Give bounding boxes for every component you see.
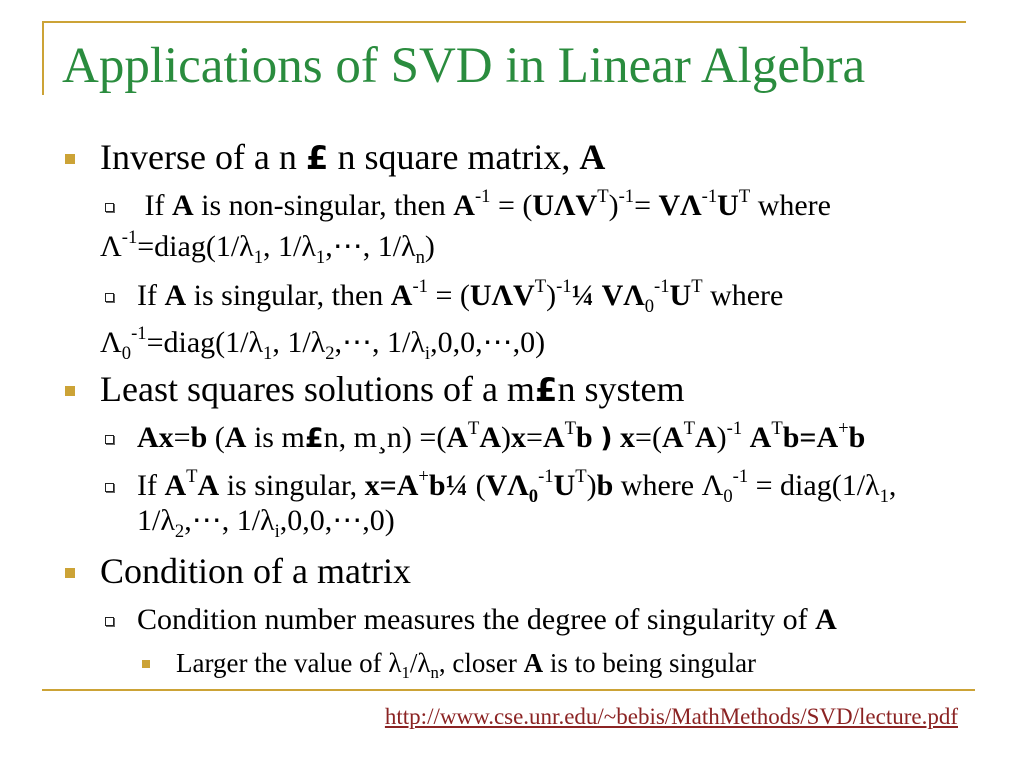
text-run: ,0,0,⋯,0) — [279, 504, 395, 537]
text-run: UΛV — [532, 189, 598, 222]
text-run: A — [479, 421, 502, 454]
superscript-text: -1 — [618, 185, 635, 207]
bullet-text — [137, 275, 784, 317]
text-run: A — [815, 603, 837, 636]
square-bullet-icon — [65, 568, 75, 578]
text-run: VΛ — [485, 469, 529, 502]
slide-title: Applications of SVD in Linear Algebra — [62, 38, 866, 94]
text-run: A — [749, 421, 772, 454]
text-run: Condition number measures the degree of singularity of — [137, 603, 816, 636]
level3-bullet-item — [0, 647, 1024, 682]
text-run: A — [542, 421, 565, 454]
source-link[interactable]: http://www.cse.unr.edu/~bebis/MathMethods/SVD/lecture.pdf — [384, 704, 958, 729]
subscript-text: 1 — [315, 246, 326, 268]
text-run: Condition of a matrix — [100, 551, 411, 591]
text-run: = diag(1/λ — [748, 469, 880, 502]
hollow-square-bullet-icon — [105, 617, 114, 626]
square-bullet-icon — [65, 154, 75, 164]
text-run: ¼ — [571, 279, 595, 312]
subscript-text: 1 — [253, 246, 264, 268]
bullet-text — [100, 550, 411, 593]
text-run: is singular, then — [186, 279, 391, 312]
hollow-square-bullet-icon — [105, 435, 114, 444]
text-run: A — [661, 421, 684, 454]
text-run: A — [579, 137, 606, 177]
hollow-square-bullet-icon — [105, 483, 114, 492]
text-run: = — [526, 421, 543, 454]
superscript-text: T — [564, 417, 576, 439]
text-run: , — [888, 469, 897, 502]
text-run: x — [620, 421, 636, 454]
text-run: , 1/λ — [272, 326, 326, 359]
level1-bullet-item — [0, 368, 1024, 411]
bullet-text — [137, 417, 866, 456]
level2-bullet-item — [0, 417, 1024, 456]
hollow-square-bullet-icon — [105, 293, 114, 302]
subscript-text: 1 — [263, 342, 273, 364]
text-run: ) — [546, 279, 557, 312]
equation-text — [100, 322, 546, 364]
text-run: = ( — [427, 279, 470, 312]
level2-bullet-item — [0, 465, 1024, 507]
bullet-text — [100, 368, 684, 411]
text-run: n, m¸n) =( — [323, 421, 447, 454]
text-run: is singular, — [219, 469, 365, 502]
text-run: is non-singular, then — [193, 189, 454, 222]
text-run: Λ — [100, 230, 122, 263]
text-run: U — [553, 469, 576, 502]
text-run: A — [171, 189, 194, 222]
subscript-text: 1 — [879, 485, 889, 507]
text-run: If — [137, 469, 165, 502]
superscript-text: T — [534, 275, 547, 297]
text-run — [594, 279, 602, 312]
text-run: A — [453, 189, 475, 222]
text-run: =diag(1/λ — [137, 230, 254, 263]
text-run: UΛV — [469, 279, 535, 312]
text-run: b=A — [782, 421, 839, 454]
bottom-rule — [42, 689, 975, 691]
text-run: x=A — [364, 469, 419, 502]
superscript-text: T — [186, 465, 198, 487]
text-run: ( — [468, 469, 486, 502]
text-run: , closer — [438, 648, 524, 678]
text-run: A — [446, 421, 469, 454]
subscript-text: 0 — [121, 342, 132, 364]
text-run: Ax — [137, 421, 174, 454]
hollow-square-bullet-icon — [105, 203, 114, 212]
text-run: ,⋯, 1/λ — [325, 230, 416, 263]
text-run: where Λ — [613, 469, 724, 502]
superscript-text: -1 — [121, 226, 138, 248]
text-run: ) — [608, 189, 619, 222]
level2-bullet-item — [0, 185, 1024, 224]
text-run: VΛ — [658, 189, 702, 222]
text-run: =( — [635, 421, 662, 454]
level1-bullet-item — [0, 136, 1024, 179]
text-run: A — [164, 469, 187, 502]
text-run: 1/λ — [137, 504, 175, 537]
superscript-text: + — [418, 465, 429, 487]
continuation-line — [0, 226, 1024, 268]
text-run: = ( — [490, 189, 533, 222]
superscript-text: -1 — [538, 465, 554, 487]
text-run: b¼ — [428, 469, 469, 502]
text-run: If — [137, 189, 172, 222]
superscript-text: T — [771, 417, 783, 439]
text-run: = — [173, 421, 191, 454]
superscript-text: T — [597, 185, 609, 207]
text-run: £ — [305, 139, 329, 177]
text-run: b — [848, 421, 866, 454]
text-run: A — [523, 648, 544, 678]
subscript-text: 1 — [401, 662, 410, 682]
superscript-text: T — [468, 417, 480, 439]
text-run: =diag(1/λ — [146, 326, 264, 359]
text-run: Inverse of a n — [100, 137, 306, 177]
level2-bullet-item — [0, 602, 1024, 638]
subscript-text: n — [415, 246, 425, 268]
superscript-text: -1 — [556, 275, 572, 297]
text-run: ) — [716, 421, 727, 454]
superscript-text: -1 — [412, 275, 428, 297]
text-run: b — [596, 469, 614, 502]
text-run: U — [669, 279, 692, 312]
bullet-text — [137, 602, 837, 638]
text-run: x — [511, 421, 527, 454]
text-run: where — [750, 189, 831, 222]
bullet-text — [137, 185, 831, 224]
text-run: A — [390, 279, 413, 312]
text-run: , 1/λ — [263, 230, 316, 263]
subscript-text: 0 — [723, 485, 733, 507]
superscript-text: -1 — [131, 322, 147, 344]
text-run: ) — [424, 230, 435, 263]
bullet-text — [176, 647, 757, 682]
text-run — [742, 421, 750, 454]
text-run: ) — [501, 421, 512, 454]
superscript-text: -1 — [701, 185, 718, 207]
text-run: A — [694, 421, 717, 454]
text-run: Λ — [100, 326, 122, 359]
text-run: Least squares solutions of a m — [100, 369, 535, 409]
subscript-text: n — [430, 662, 439, 682]
text-run — [613, 421, 621, 454]
level2-bullet-item — [0, 275, 1024, 317]
subscript-text: 2 — [325, 342, 335, 364]
bullet-text — [137, 465, 897, 507]
subscript-text: i — [424, 342, 431, 364]
text-run: £ — [534, 371, 558, 409]
text-run: ( — [207, 421, 225, 454]
superscript-text: -1 — [732, 465, 749, 487]
subscript-text: i — [274, 520, 280, 542]
text-run: = — [634, 189, 659, 222]
text-run: ) — [586, 469, 597, 502]
small-square-bullet-icon — [142, 660, 150, 668]
text-run: where — [702, 279, 784, 312]
text-run: ) — [600, 423, 613, 454]
superscript-text: -1 — [654, 275, 670, 297]
text-run: n system — [557, 369, 685, 409]
superscript-text: T — [575, 465, 587, 487]
subscript-text: 2 — [174, 520, 185, 542]
text-run: A — [164, 279, 187, 312]
level1-bullet-item — [0, 550, 1024, 593]
superscript-text: -1 — [726, 417, 743, 439]
text-run: b — [190, 421, 208, 454]
superscript-text: -1 — [474, 185, 491, 207]
subscript-text: 0 — [528, 485, 539, 507]
equation-text — [137, 503, 395, 542]
text-run: b — [576, 421, 593, 454]
text-run: n square matrix, — [328, 137, 580, 177]
superscript-text: T — [691, 275, 703, 297]
text-run: A — [224, 421, 247, 454]
top-rule — [42, 21, 966, 23]
text-run: ,⋯, 1/λ — [334, 326, 425, 359]
text-run: £ — [304, 423, 324, 454]
continuation-line — [0, 503, 1024, 542]
superscript-text: T — [738, 185, 751, 207]
superscript-text: T — [683, 417, 695, 439]
text-run: A — [197, 469, 220, 502]
subscript-text: 0 — [644, 295, 655, 317]
text-run: ,0,0,⋯,0) — [430, 326, 546, 359]
text-run: If — [137, 279, 165, 312]
text-run: is to being singular — [543, 648, 757, 678]
text-run: U — [717, 189, 739, 222]
text-run: Larger the value of λ — [176, 648, 402, 678]
text-run: is m — [246, 421, 305, 454]
continuation-line — [0, 322, 1024, 364]
square-bullet-icon — [65, 386, 75, 396]
text-run: VΛ — [601, 279, 645, 312]
left-rule — [42, 21, 44, 95]
superscript-text: + — [838, 417, 849, 439]
text-run: /λ — [409, 648, 431, 678]
bullet-text — [100, 136, 605, 179]
text-run: ,⋯, 1/λ — [184, 504, 275, 537]
equation-text — [100, 226, 435, 268]
